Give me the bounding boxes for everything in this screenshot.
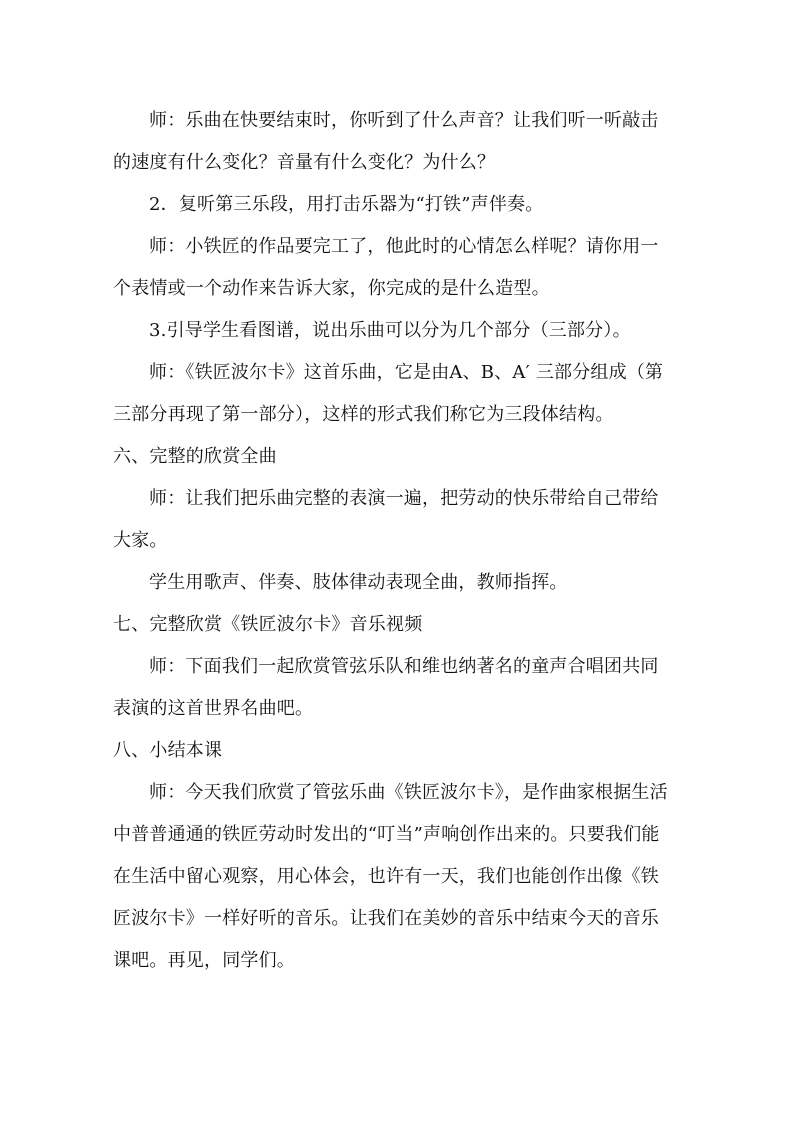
paragraph-step-3: 3.引导学生看图谱，说出乐曲可以分为几个部分（三部分）。 xyxy=(149,320,631,341)
section-heading-6: 六、完整的欣赏全曲 xyxy=(113,446,277,467)
paragraph-form-explanation: 师：《铁匠波尔卡》这首乐曲，它是由A、B、A′ 三部分组成（第三部分再现了第一部分），这样的形式我们称它为三段体结构。 xyxy=(113,362,664,425)
paragraph-teacher-question-ending: 师：乐曲在快要结束时，你听到了什么声音？让我们听一听敲击的速度有什么变化？音量有什么变化？为什么？ xyxy=(113,110,659,173)
section-heading-7: 七、完整欣赏《铁匠波尔卡》音乐视频 xyxy=(113,614,423,635)
paragraph-student-performance: 学生用歌声、伴奏、肢体律动表现全曲，教师指挥。 xyxy=(149,572,568,593)
document-body xyxy=(113,100,673,982)
paragraph-summary: 师：今天我们欣赏了管弦乐曲《铁匠波尔卡》，是作曲家根据生活中普普通通的铁匠劳动时发出的“叮当”声响创作出来的。只要我们能在生活中留心观察，用心体会，也许有一天，我们也能创作出像《铁匠波尔卡》一样好听的音乐。让我们在美妙的音乐中结束今天的音乐课吧。再见，同学们。 xyxy=(113,782,668,971)
section-heading-8: 八、小结本课 xyxy=(113,740,223,761)
paragraph-step-2: 2．复听第三乐段，用打击乐器为“打铁”声伴奏。 xyxy=(149,194,544,215)
paragraph-teacher-mood-question: 师：小铁匠的作品要完工了，他此时的心情怎么样呢？请你用一个表情或一个动作来告诉大家，你完成的是什么造型。 xyxy=(113,236,659,299)
paragraph-video-intro: 师：下面我们一起欣赏管弦乐队和维也纳著名的童声合唱团共同表演的这首世界名曲吧。 xyxy=(113,656,659,719)
paragraph-full-performance: 师：让我们把乐曲完整的表演一遍，把劳动的快乐带给自己带给大家。 xyxy=(113,488,659,551)
